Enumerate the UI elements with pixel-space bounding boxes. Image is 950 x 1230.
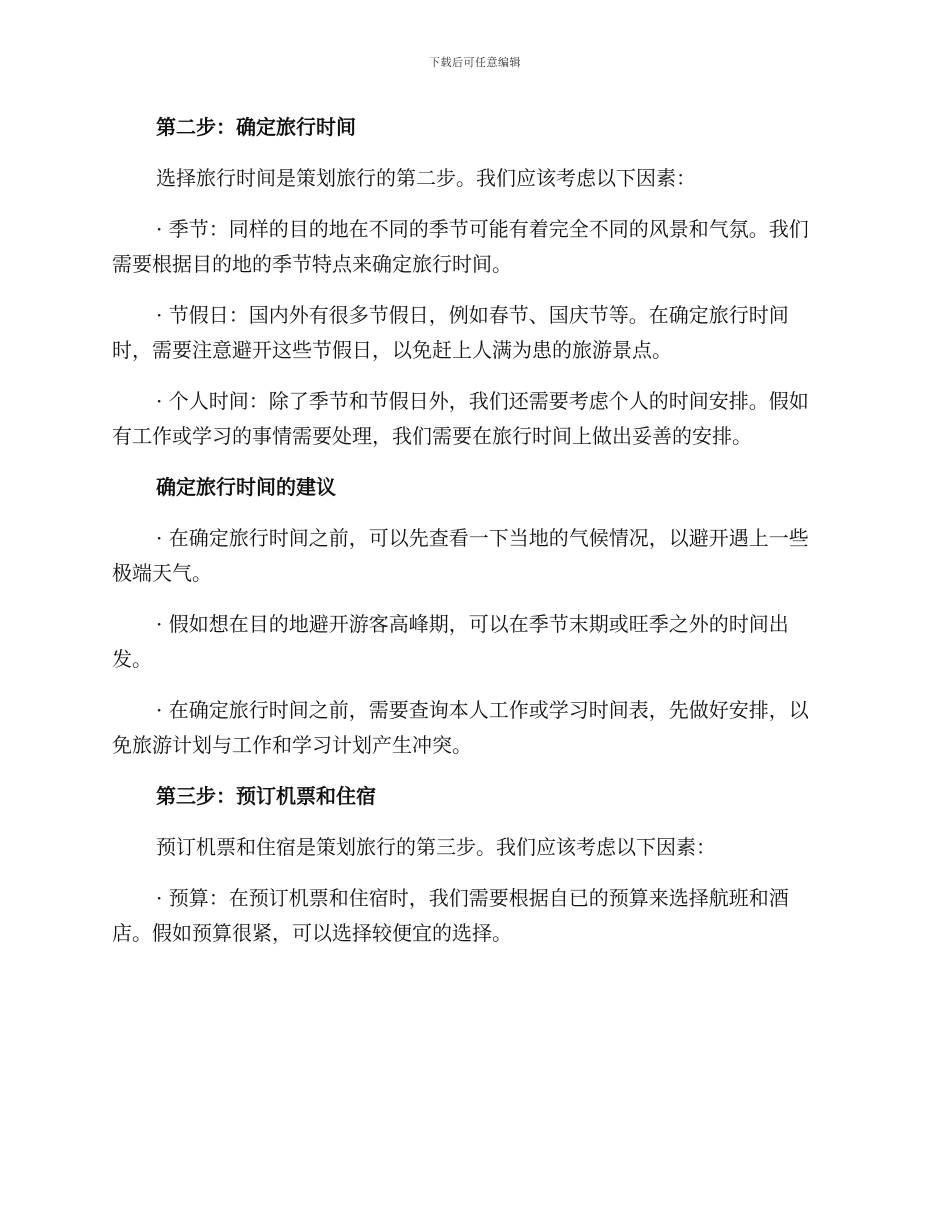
section-heading-step-two: 第二步：确定旅行时间	[156, 115, 356, 139]
bullet-check-climate: · 在确定旅行时间之前，可以先查看一下当地的气候情况，以避开遇上一些极端天气。	[112, 526, 809, 585]
bullet-personal-time: · 个人时间：除了季节和节假日外，我们还需要考虑个人的时间安排。假如有工作或学习的事情需要处理，我们需要在旅行时间上做出妥善的安排。	[112, 389, 809, 448]
bullet-season: · 季节：同样的目的地在不同的季节可能有着完全不同的风景和气氛。我们需要根据目的地的季节特点来确定旅行时间。	[112, 217, 809, 276]
bullet-check-schedule: · 在确定旅行时间之前，需要查询本人工作或学习时间表，先做好安排，以免旅游计划与工作和学习计划产生冲突。	[112, 698, 809, 757]
document-body	[112, 110, 824, 967]
paragraph-intro-step-three: 预订机票和住宿是策划旅行的第三步。我们应该考虑以下因素：	[156, 835, 716, 859]
section-heading-step-three: 第三步：预订机票和住宿	[156, 784, 376, 808]
bullet-avoid-peak: · 假如想在目的地避开游客高峰期，可以在季节末期或旺季之外的时间出发。	[112, 612, 789, 671]
section-heading-suggestions: 确定旅行时间的建议	[156, 475, 336, 499]
bullet-holidays: · 节假日：国内外有很多节假日，例如春节、国庆节等。在确定旅行时间时，需要注意避开这些节假日，以免赶上人满为患的旅游景点。	[112, 303, 789, 362]
paragraph-intro-step-two: 选择旅行时间是策划旅行的第二步。我们应该考虑以下因素：	[156, 166, 696, 190]
page-header: 下载后可任意编辑	[429, 56, 521, 69]
bullet-budget: · 预算：在预订机票和住宿时，我们需要根据自已的预算来选择航班和酒店。假如预算很紧，可以选择较便宜的选择。	[112, 886, 789, 945]
